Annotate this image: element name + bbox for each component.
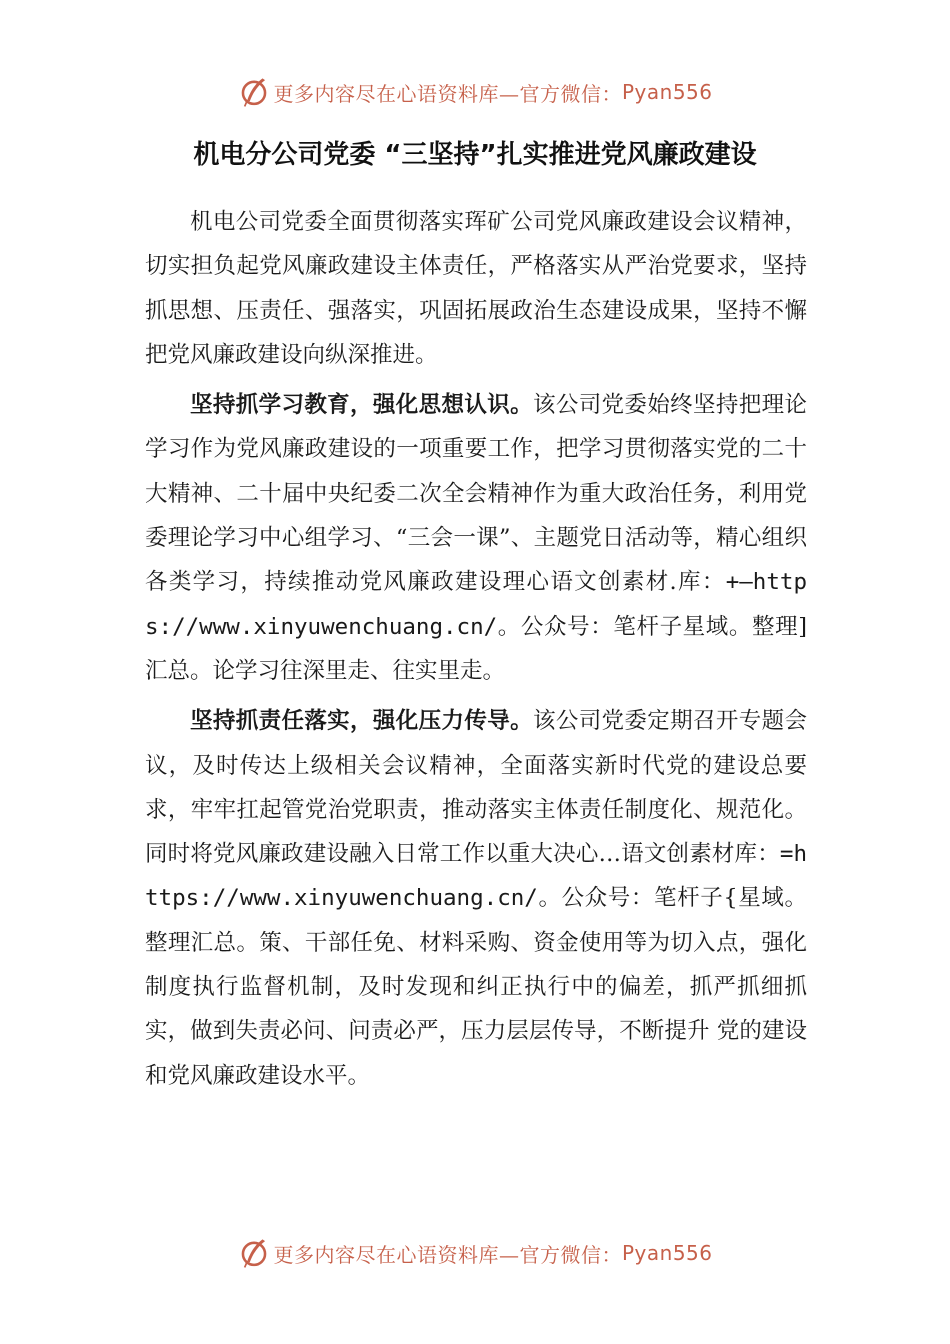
footer-banner <box>0 1233 950 1273</box>
header-banner <box>0 72 950 112</box>
paragraph-study <box>145 383 807 693</box>
wechat-id: Pyan556 <box>621 80 713 104</box>
paragraph-responsibility-text-2: 。公众号：笔杆子{星域。整理汇总。策、干部任免、材料采购、资金使用等为切入点，强化制度执行监督机制，及时发现和纠正执行中的偏差，抓严抓细抓实，做到失责必问、问责必严，压力层层传导，不断提升 党的建设和党风廉政建设水平。 <box>145 885 807 1089</box>
article-body <box>145 200 807 1104</box>
quill-pen-logo-icon <box>237 75 271 109</box>
paragraph-intro-text: 机电公司党委全面贯彻落实珲矿公司党风廉政建设会议精神，切实担负起党风廉政建设主体责任，严格落实从严治党要求，坚持抓思想、压责任、强落实，巩固拓展政治生态建设成果，坚持不懈把党风廉政建设向纵深推进。 <box>145 209 807 368</box>
paragraph-intro <box>145 200 807 377</box>
banner-text: 更多内容尽在心语资料库—官方微信： <box>273 81 622 106</box>
banner-text: 更多内容尽在心语资料库—官方微信： <box>273 1242 622 1267</box>
paragraph-study-text-2: 。公众号：笔杆子星域。整理]汇总。论学习往深里走、往实里走。 <box>145 613 807 684</box>
page-title: 机电分公司党委 “三坚持”扎实推进党风廉政建设 <box>193 140 757 170</box>
paragraph-study-url: +—https://www.xinyuwenchuang.cn/ <box>145 569 807 640</box>
paragraph-study-text-1: 该公司党委始终坚持把理论学习作为党风廉政建设的一项重要工作，把学习贯彻落实党的二十大精神、二十届中央纪委二次全会精神作为重大政治任务，利用党委理论学习中心组学习、“三会一课”、主题党日活动等，精心组织各类学习，持续推动党风廉政建设理心语文创素材.库： <box>145 392 807 596</box>
paragraph-study-heading: 坚持抓学习教育，强化思想认识。 <box>190 392 533 419</box>
paragraph-responsibility <box>145 699 807 1098</box>
paragraph-responsibility-url: =https://www.xinyuwenchuang.cn/ <box>145 841 807 912</box>
wechat-id: Pyan556 <box>621 1241 713 1265</box>
quill-pen-logo-icon <box>237 1236 271 1270</box>
paragraph-responsibility-text-1: 该公司党委定期召开专题会议，及时传达上级相关会议精神，全面落实新时代党的建设总要求，牢牢扛起管党治党职责，推动落实主体责任制度化、规范化。同时将党风廉政建设融入日常工作以重大决心…语文创素材库： <box>145 708 807 868</box>
paragraph-responsibility-heading: 坚持抓责任落实，强化压力传导。 <box>190 708 533 735</box>
